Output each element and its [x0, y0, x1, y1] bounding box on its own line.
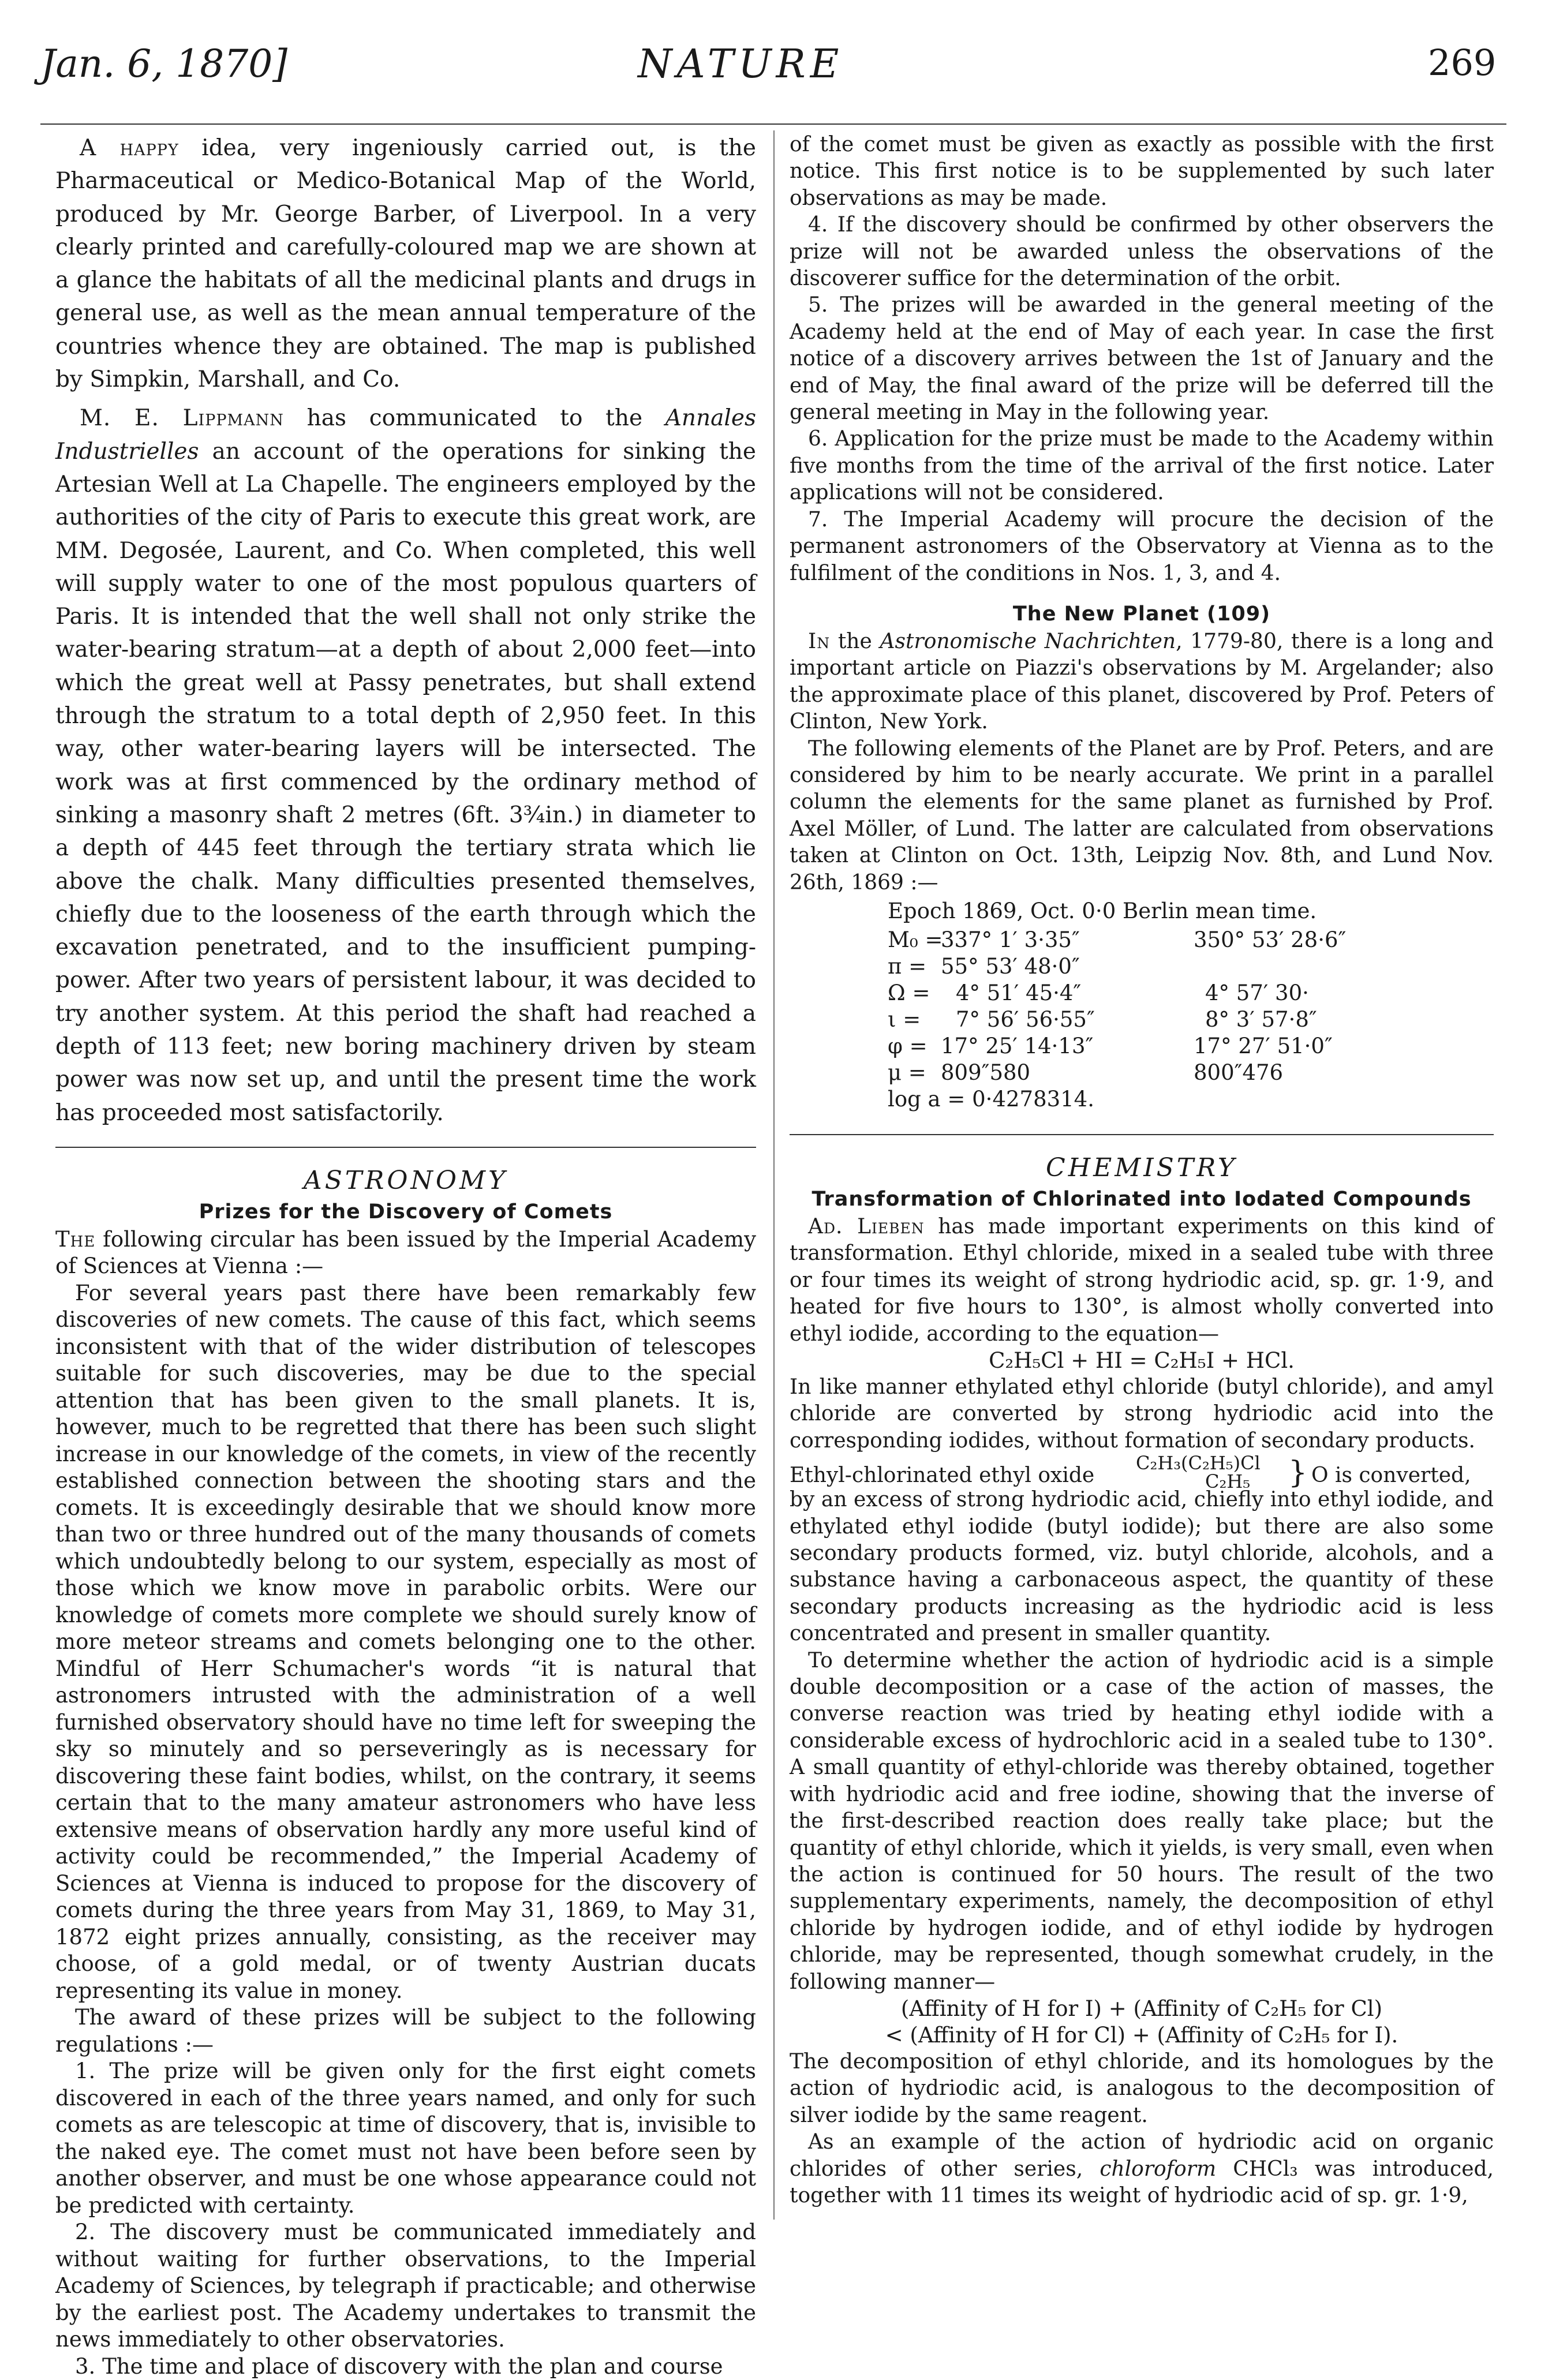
- circular-body: For several years past there have been remarkably few discoveries of new comets. The cause of this fact, which seems inconsistent with that of the wider distribution of telescopes suitable for such discoveries, may be due to the special attention that has been given to the small planets. It is, however, much to be regretted that there has been such slight increase in our knowledge of the comets, in view of the recently established connection between the shooting stars and the comets. It is exceedingly desirable that we should know more than two or three hundred out of the many thousands of comets which undoubtedly belong to our system, especially as most of those which we know move in parabolic orbits. Were our knowledge of comets more complete we should surely know of more meteor streams and comets belonging one to the other. Mindful of Herr Schumacher's words “it is natural that astronomers intrusted with the administration of a well furnished observatory should have no time left for sweeping the sky so minutely and so perseveringly as is necessary for discovering these faint bodies, whilst, on the contrary, it seems certain that to the many amateur astronomers who have less extensive means of observation hardly any more useful kind of activity could be recommended,” the Imperial Academy of Sciences at Vienna is induced to propose for the discovery of comets during the three years from May 31, 1869, to May 31, 1872 eight prizes annually, consisting, as the receiver may choose, of a gold medal, or of twenty Austrian ducats representing its value in money.: [55, 1280, 756, 2003]
- element-value-peters: 337° 1′ 3·35″: [941, 927, 1080, 952]
- chemical-term: chloroform: [1100, 2157, 1217, 2181]
- regulation-5: 5. The prizes will be awarded in the general meeting of the Academy held at the end of May of each year. In case the first notice of a discovery arrives between the 1st of January and the end of May, the final award of the prize will be deferred till the general meeting in May in the following year.: [790, 293, 1494, 425]
- regulations-intro: The award of these prizes will be subject to the following regulations :—: [55, 2005, 756, 2057]
- ethyl-oxide-formula-line: [790, 1452, 1494, 1493]
- header-rule: [40, 124, 1506, 125]
- left-column: [55, 132, 756, 2380]
- paragraph-text: As an example of the action of hydriodic acid on organic chlorides of other series,: [790, 2130, 1494, 2181]
- section-title-astronomy: ASTRONOMY: [303, 1165, 508, 1195]
- new-planet-paragraph-1: [790, 628, 1494, 736]
- affinity-line-1: (Affinity of H for I) + (Affinity of C₂H₅ for Cl): [900, 1996, 1383, 2021]
- pharmacy-map-paragraph: [55, 132, 756, 396]
- element-value-peters: 7° 56′ 56·55″: [956, 1006, 1095, 1032]
- artesian-well-paragraph: [55, 402, 756, 1129]
- paragraph-text: has communicated to the: [283, 405, 665, 432]
- paragraph-text: idea, very ingeniously carried out, is the Pharmaceutical or Medico-Botanical Map of the World, produced by Mr. George Barber, of Liverpool. In a very clearly printed and carefully-coloured map we are shown at a glance the habitats of all the medicinal plants and drugs in general use, as well as the mean annual temperature of the countries whence they are obtained. The map is published by Simpkin, Marshall, and Co.: [55, 135, 756, 393]
- chemistry-paragraph-1: [790, 1214, 1494, 1348]
- header-date: Jan. 6, 1870]: [40, 42, 287, 86]
- journal-name: Annales Industrielles: [55, 405, 756, 465]
- circular-intro: [55, 1226, 756, 1280]
- paragraph-text: CHCl₃ was introduced, together with 11 times its weight of hydriodic acid of sp. gr. 1·9,: [790, 2157, 1494, 2207]
- element-value-peters: 4° 51′ 45·4″: [956, 980, 1082, 1005]
- lead-words: The: [55, 1226, 96, 1252]
- formula-bottom: C₂H₅: [1205, 1470, 1251, 1493]
- element-value-moller: 8° 3′ 57·8″: [1205, 1006, 1317, 1032]
- section-rule: [790, 1134, 1494, 1135]
- regulation-1: 1. The prize will be given only for the first eight comets discovered in each of the three years named, and only for such comets as are telescopic at time of discovery, that is, invisible to the naked eye. The comet must not have been before seen by another observer, and must be one whose appearance could not be predicted with certainty.: [55, 2059, 756, 2218]
- page-number: 269: [1428, 42, 1497, 84]
- right-column: [790, 132, 1494, 2209]
- paragraph-text: , 1779-80, there is a long and important article on Piazzi's observations by M. Argelander; also the approximate place of this planet, discovered by Prof. Peters of Clinton, New York.: [790, 629, 1494, 734]
- log-a-line: log a = 0·4278314.: [888, 1086, 1094, 1112]
- element-label: M₀ =: [888, 927, 943, 952]
- element-value-peters: 55° 53′ 48·0″: [941, 953, 1080, 979]
- new-planet-paragraph-2: The following elements of the Planet are by Prof. Peters, and are considered by him to be nearly accurate. We print in a parallel column the elements for the same planet as furnished by Prof. Axel Möller, of Lund. The latter are calculated from observations taken at Clinton on Oct. 13th, Leipzig Nov. 8th, and Lund Nov. 26th, 1869 :—: [790, 736, 1494, 895]
- epoch-line: Epoch 1869, Oct. 0·0 Berlin mean time.: [888, 898, 1317, 923]
- regulation-4: 4. If the discovery should be confirmed by other observers the prize will not be awarded unless the observations of the discoverer suffice for the determination of the orbit.: [790, 213, 1494, 291]
- column-divider: [773, 130, 775, 2220]
- element-label: φ =: [888, 1033, 928, 1058]
- element-label: π =: [888, 953, 927, 979]
- equation-ethyl-chloride: C₂H₅Cl + HI = C₂H₅I + HCl.: [989, 1348, 1295, 1373]
- formula-top: C₂H₃(C₂H₅)Cl: [1136, 1452, 1261, 1475]
- regulation-3: 3. The time and place of discovery with the plan and course: [75, 2353, 723, 2379]
- regulation-2: 2. The discovery must be communicated immediately and without waiting for further observations, to the Imperial Academy of Sciences, by telegraph if practicable; and otherwise by the earliest post. The Academy undertakes to transmit the news immediately to other observatories.: [55, 2220, 756, 2352]
- section-rule: [55, 1147, 756, 1148]
- element-label: Ω =: [888, 980, 930, 1005]
- journal-title: NATURE: [638, 42, 844, 87]
- section-title-chemistry: CHEMISTRY: [1046, 1152, 1237, 1182]
- lead-words: A happy: [80, 135, 179, 161]
- element-value-peters: 17° 25′ 14·13″: [941, 1033, 1094, 1058]
- affinity-line-2: < (Affinity of H for Cl) + (Affinity of C₂H₅ for I).: [885, 2022, 1398, 2048]
- element-value-moller: 800″476: [1194, 1060, 1284, 1085]
- article-title-comets: Prizes for the Discovery of Comets: [199, 1200, 613, 1223]
- element-label: ι =: [888, 1006, 921, 1032]
- lead-words: In: [808, 629, 831, 653]
- paragraph-text: an account of the operations for sinking the Artesian Well at La Chapelle. The engineers employed by the authorities of the city of Paris to execute this great work, are MM. Degosée, Laurent, and Co. When completed, this well will supply water to one of the most populous quarters of Paris. It is intended that the well shall not only strike the water-bearing stratum—at a depth of about 2,000 feet—into which the great well at Passy penetrates, but shall extend through the stratum to a total depth of 2,950 feet. In this way, other water-bearing layers will be intersected. The work was at first commenced by the ordinary method of sinking a masonry shaft 2 metres (6ft. 3¾in.) in diameter to a depth of 445 feet through the tertiary strata which lie above the chalk. Many difficulties presented themselves, chiefly due to the looseness of the earth through which the excavation penetrated, and to the insufficient pumping-power. After two years of persistent labour, it was decided to try another system. At this period the shaft had reached a depth of 113 feet; new boring machinery driven by steam power was now set up, and until the present time the work has proceeded most satisfactorily.: [55, 438, 756, 1126]
- lead-words: M. E. Lippmann: [80, 405, 284, 432]
- chemistry-paragraph-2: In like manner ethylated ethyl chloride (butyl chloride), and amyl chloride are converted by strong hydriodic acid into the corresponding iodides, without formation of secondary products.: [790, 1375, 1494, 1453]
- regulation-6: 6. Application for the prize must be made to the Academy within five months from the time of the arrival of the first notice. Later applications will not be considered.: [790, 427, 1494, 505]
- chemistry-paragraph-5: The decomposition of ethyl chloride, and its homologues by the action of hydriodic acid, is analogous to the decomposition of silver iodide by the same reagent.: [790, 2049, 1494, 2127]
- formula-brace: }: [1288, 1455, 1308, 1491]
- chemistry-paragraph-4: To determine whether the action of hydriodic acid is a simple double decomposition or a case of the action of masses, the converse reaction was tried by heating ethyl iodide with a considerable excess of hydrochloric acid in a sealed tube to 130°. A small quantity of ethyl-chloride was thereby obtained, together with hydriodic acid and free iodine, showing that the inverse of the first-described reaction does really take place; but the quantity of ethyl chloride, which it yields, is very small, even when the action is continued for 50 hours. The result of the two supplementary experiments, namely, the decomposition of ethyl chloride by hydrogen iodide, and of ethyl iodide by hydrogen chloride, may be represented, though somewhat crudely, in the following manner—: [790, 1648, 1494, 1994]
- formula-tail-text: O is converted,: [1311, 1464, 1471, 1488]
- journal-name: Astronomische Nachrichten: [880, 629, 1176, 653]
- lead-words: Ad. Lieben: [808, 1214, 925, 1238]
- orbital-elements-table: [790, 896, 1494, 1127]
- paragraph-text: the: [830, 629, 880, 653]
- paragraph-text: following circular has been issued by the Imperial Academy of Sciences at Vienna :—: [55, 1226, 756, 1279]
- formula-lead-text: Ethyl-chlorinated ethyl oxide: [790, 1464, 1095, 1488]
- element-value-moller: 350° 53′ 28·6″: [1194, 927, 1347, 952]
- element-value-moller: 17° 27′ 51·0″: [1194, 1033, 1333, 1058]
- regulation-3-continued: of the comet must be given as exactly as possible with the first notice. This first notice is to be supplemented by such later observations as may be made.: [790, 133, 1494, 210]
- article-title-chlorinated: Transformation of Chlorinated into Iodated Compounds: [811, 1187, 1472, 1211]
- article-title-new-planet: The New Planet (109): [1012, 602, 1271, 626]
- element-value-peters: 809″580: [941, 1060, 1031, 1085]
- paragraph-text: has made important experiments on this kind of transformation. Ethyl chloride, mixed in a sealed tube with three or four times its weight of strong hydriodic acid, sp. gr. 1·9, and heated for five hours to 130°, is almost wholly converted into ethyl iodide, according to the equation—: [790, 1214, 1494, 1346]
- element-label: μ =: [888, 1060, 926, 1085]
- element-value-moller: 4° 57′ 30·: [1205, 980, 1309, 1005]
- chemistry-paragraph-6: [790, 2129, 1494, 2209]
- regulation-7: 7. The Imperial Academy will procure the decision of the permanent astronomers of the Observatory at Vienna as to the fulfilment of the conditions in Nos. 1, 3, and 4.: [790, 507, 1494, 585]
- chemistry-paragraph-3: by an excess of strong hydriodic acid, chiefly into ethyl iodide, and ethylated ethyl iodide (butyl iodide); but there are also some secondary products formed, viz. butyl chloride, alcohols, and a substance having a carbonaceous aspect, the quantity of these secondary products increasing as the hydriodic acid is less concentrated and present in smaller quantity.: [790, 1488, 1494, 1646]
